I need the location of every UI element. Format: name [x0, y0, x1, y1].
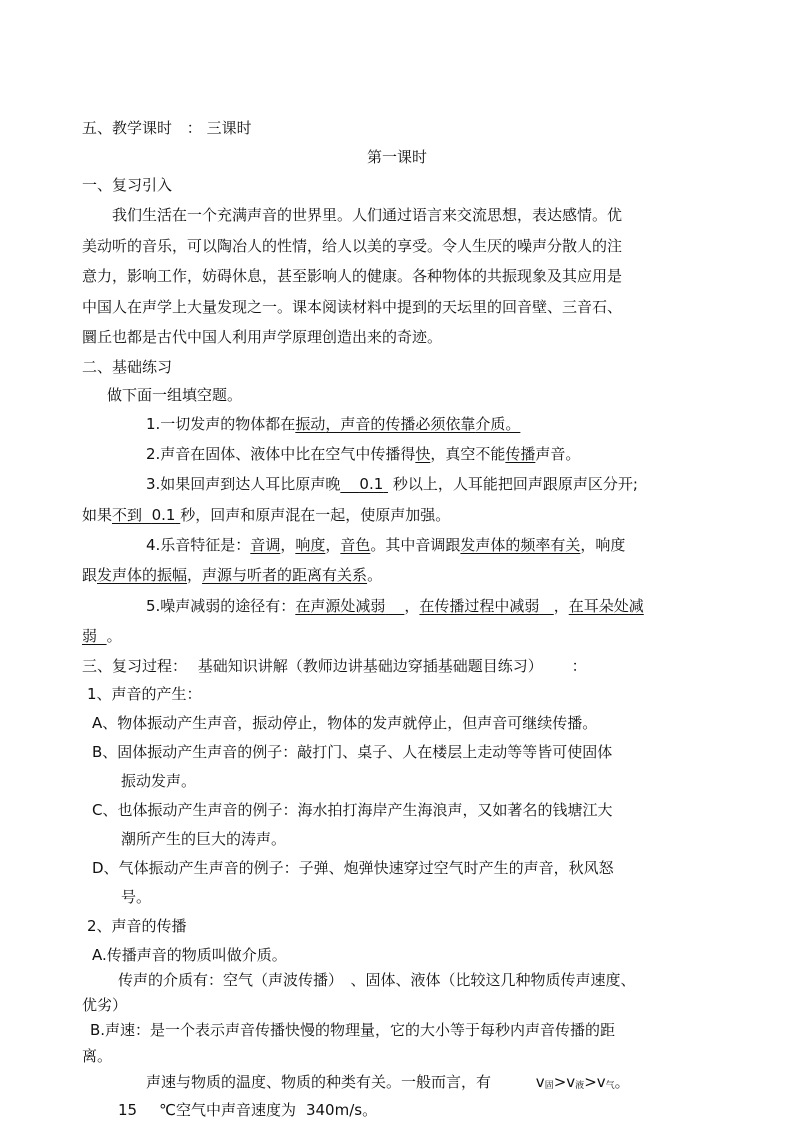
section-five-value: 三课时 — [206, 119, 252, 137]
sub2-title: 2、声音的传播 — [87, 917, 187, 935]
question-3: 3.如果回声到达人耳比原声晚 0.1 秒以上，人耳能把回声跟原声区分开; — [146, 475, 638, 493]
part1-paragraph-line: 我们生活在一个充满声音的世界里。人们通过语言来交流思想，表达感情。优 — [112, 206, 623, 224]
answer-blank: 在耳朵处减 — [568, 597, 644, 615]
answer-blank: 快 — [415, 445, 431, 463]
temperature-value: 15 — [118, 1101, 138, 1119]
question-4: 4.乐音特征是：音调，响度，音色。其中音调跟发声体的频率有关，响度 — [146, 536, 626, 554]
section-five-colon: ： — [186, 119, 202, 137]
sub1-title: 1、声音的产生： — [87, 685, 202, 703]
question-1: 1.一切发声的物体都在振动，声音的传播必须依靠介质。 — [146, 415, 521, 433]
temperature-text: ℃空气中声音速度为 — [159, 1101, 296, 1119]
part3-heading-line: 三、复习过程： 基础知识讲解（教师边讲基础边穿插基础题目练习） ： — [82, 657, 587, 675]
list-item-cont: 振动发声。 — [121, 772, 197, 790]
answer-blank: 发声体的振幅 — [97, 566, 188, 584]
lesson-title: 第一课时 — [367, 148, 428, 166]
answer-blank: 发声体的频率有关 — [460, 536, 581, 554]
answer-blank: 振动 — [295, 415, 326, 433]
list-item-cont: 潮所产生的巨大的涛声。 — [121, 830, 287, 848]
part3-heading: 三、复习过程： — [82, 657, 188, 675]
answer-blank: 音调 — [250, 536, 281, 554]
question-5-cont: 弱 。 — [82, 627, 122, 645]
question-5: 5.噪声减弱的途径有：在声源处减弱 ，在传播过程中减弱 ，在耳朵处减 — [146, 597, 644, 615]
part2-intro: 做下面一组填空题。 — [107, 386, 243, 404]
section-five-heading: 五、教学课时 — [82, 119, 173, 137]
list-item: B、固体振动产生声音的例子：敲打门、桌子、人在楼层上走动等等皆可使固体 — [92, 743, 613, 761]
temperature-speed-line — [118, 1100, 377, 1122]
speed-relation-line: 声速与物质的温度、物质的种类有关。一般而言，有 v固>v液>v气。 — [146, 1073, 630, 1091]
question-4-cont: 跟发声体的振幅，声源与听者的距离有关系。 — [82, 566, 383, 584]
answer-blank: 音色 — [340, 536, 371, 554]
part3-heading-detail: 基础知识讲解（教师边讲基础边穿插基础题目练习） — [197, 657, 543, 675]
list-item: C、也体振动产生声音的例子：海水拍打海岸产生海浪声，又如著名的钱塘江大 — [92, 801, 613, 819]
answer-blank: 0.1 — [359, 475, 384, 493]
part1-paragraph-line: 意力，影响工作，妨碍休息，甚至影响人的健康。各种物体的共振现象及其应用是 — [82, 267, 623, 285]
question-2: 2.声音在固体、液体中比在空气中传播得快，真空不能传播声音。 — [146, 445, 581, 463]
section-five-line — [82, 118, 252, 140]
sub2-b-line-cont: 离。 — [82, 1047, 113, 1065]
answer-blank: 弱 — [82, 627, 98, 645]
list-item: A、物体振动产生声音，振动停止，物体的发声就停止，但声音可继续传播。 — [92, 714, 598, 732]
answer-blank: 声源与听者的距离有关系 — [202, 566, 368, 584]
sub2-b-line: B.声速：是一个表示声音传播快慢的物理量，它的大小等于每秒内声音传播的距 — [90, 1021, 616, 1039]
speed-formula: v固>v液>v气。 — [535, 1073, 630, 1091]
part2-heading: 二、基础练习 — [82, 358, 173, 376]
sub2-media-line-cont: 优劣） — [82, 996, 128, 1014]
list-item: D、气体振动产生声音的例子：子弹、炮弹快速穿过空气时产生的声音，秋风怒 — [92, 859, 614, 877]
answer-blank: 介质。 — [475, 415, 521, 433]
list-item-cont: 号。 — [121, 888, 152, 906]
answer-blank: 响度 — [295, 536, 326, 554]
answer-blank: 在传播过程中减弱 — [419, 597, 540, 615]
part1-paragraph-line: 中国人在声学上大量发现之一。课本阅读材料中提到的天坛里的回音壁、三音石、 — [82, 298, 623, 316]
part1-paragraph-line: 美动听的音乐，可以陶冶人的性情，给人以美的享受。令人生厌的噪声分散人的注 — [82, 237, 623, 255]
answer-blank: 不到 0.1 — [112, 506, 176, 524]
sub2-a-line: A.传播声音的物质叫做介质。 — [92, 946, 287, 964]
answer-blank: 传播 — [505, 445, 536, 463]
part1-paragraph-line: 圜丘也都是古代中国人利用声学原理创造出来的奇迹。 — [82, 328, 443, 346]
question-3-cont: 如果不到 0.1 秒，回声和原声混在一起，使原声加强。 — [82, 506, 451, 524]
sound-speed-value: 340m/s。 — [305, 1101, 378, 1119]
answer-blank: 在声源处减弱 — [295, 597, 386, 615]
part1-heading: 一、复习引入 — [82, 176, 173, 194]
sub2-media-line: 传声的介质有：空气（声波传播） 、固体、液体（比较这几种物质传声速度、 — [118, 971, 636, 989]
